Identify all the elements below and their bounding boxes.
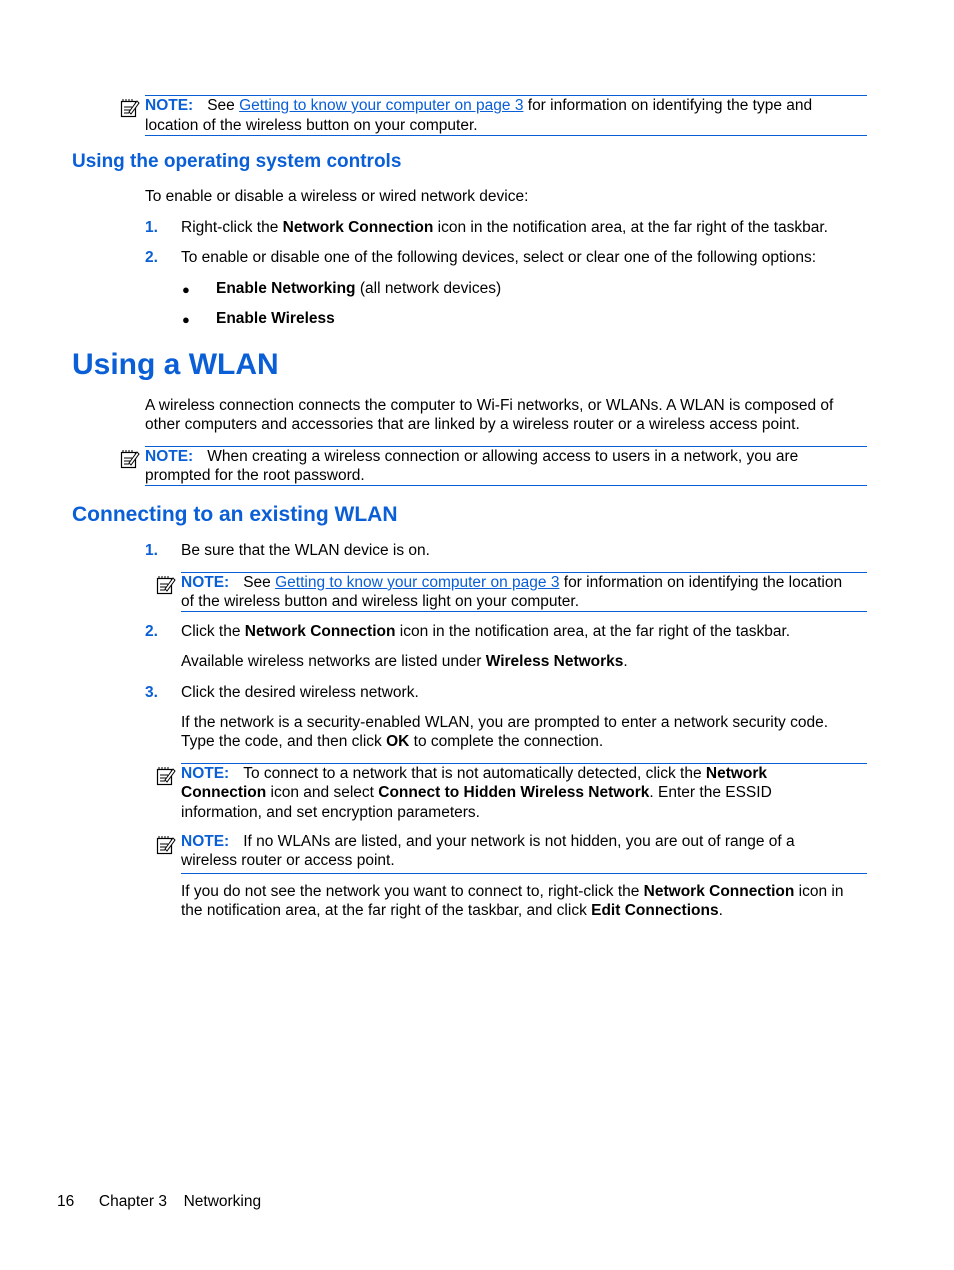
step-text: Right-click the Network Connection icon in the notification area, at the far right of the taskbar. xyxy=(181,219,828,236)
note-line: NOTE: If no WLANs are listed, and your network is not hidden, you are out of range of a xyxy=(181,833,795,850)
page-number: 16 xyxy=(57,1193,75,1210)
bullet: ● xyxy=(182,282,190,297)
step-number: 1. xyxy=(145,542,158,559)
step-text: Be sure that the WLAN device is on. xyxy=(181,542,430,559)
note-label: NOTE: xyxy=(145,97,194,114)
note-line: Connection icon and select Connect to Hidden Wireless Network. Enter the ESSID xyxy=(181,784,772,801)
chapter-heading: Using a WLAN xyxy=(72,348,279,381)
note-box xyxy=(181,763,867,824)
cross-reference-link[interactable]: Getting to know your computer on page 3 xyxy=(275,574,560,591)
list-item: Enable Wireless xyxy=(216,310,335,327)
note-line: of the wireless button and wireless light on your computer. xyxy=(181,593,580,610)
note-line: NOTE: When creating a wireless connection or allowing access to users in a network, you are xyxy=(145,448,799,465)
note-icon xyxy=(156,766,176,786)
note-icon xyxy=(156,575,176,595)
step-number: 3. xyxy=(145,684,158,701)
note-box xyxy=(145,446,867,486)
section-heading: Using the operating system controls xyxy=(72,151,402,172)
note-box xyxy=(181,572,867,612)
paragraph-line: If you do not see the network you want to connect to, right-click the Network Connection icon in xyxy=(181,883,844,900)
note-label: NOTE: xyxy=(181,574,230,591)
footer-chapter: Chapter 3 xyxy=(98,1193,167,1210)
step-number: 2. xyxy=(145,249,158,266)
paragraph-line: other computers and accessories that are linked by a wireless router or a wireless access point. xyxy=(145,416,800,433)
note-line: prompted for the root password. xyxy=(145,467,365,484)
bullet: ● xyxy=(182,312,190,327)
note-line: NOTE: See Getting to know your computer on page 3 for information on identifying the type and xyxy=(145,97,813,114)
note-icon xyxy=(156,835,176,855)
step-text: To enable or disable one of the following devices, select or clear one of the following options: xyxy=(181,249,817,266)
step-text: Click the Network Connection icon in the notification area, at the far right of the taskbar. xyxy=(181,623,791,640)
note-line: wireless router or access point. xyxy=(181,852,395,869)
note-icon xyxy=(120,449,140,469)
note-label: NOTE: xyxy=(181,765,230,782)
note-line: information, and set encryption parameters. xyxy=(181,804,480,821)
paragraph: To enable or disable a wireless or wired network device: xyxy=(145,188,529,205)
paragraph-line: A wireless connection connects the computer to Wi-Fi networks, or WLANs. A WLAN is composed of xyxy=(145,397,834,414)
step-detail: Available wireless networks are listed under Wireless Networks. xyxy=(181,653,628,670)
note-box xyxy=(181,832,867,874)
note-line: NOTE: See Getting to know your computer on page 3 for information on identifying the location xyxy=(181,574,843,591)
step-detail: If the network is a security-enabled WLAN, you are prompted to enter a network security code. xyxy=(181,714,829,731)
step-number: 1. xyxy=(145,219,158,236)
cross-reference-link[interactable]: Getting to know your computer on page 3 xyxy=(239,97,524,114)
footer-chapter-title: Networking xyxy=(183,1193,262,1210)
note-label: NOTE: xyxy=(181,833,230,850)
page-footer xyxy=(57,1192,261,1211)
step-detail: Type the code, and then click OK to complete the connection. xyxy=(181,733,604,750)
section-heading: Connecting to an existing WLAN xyxy=(72,503,398,526)
step-text: Click the desired wireless network. xyxy=(181,684,419,701)
step-number: 2. xyxy=(145,623,158,640)
paragraph-line: the notification area, at the far right of the taskbar, and click Edit Connections. xyxy=(181,902,723,919)
note-box xyxy=(145,95,867,136)
note-line: location of the wireless button on your computer. xyxy=(145,117,478,134)
note-label: NOTE: xyxy=(145,448,194,465)
note-line: NOTE: To connect to a network that is not automatically detected, click the Network xyxy=(181,765,768,782)
list-item: Enable Networking (all network devices) xyxy=(216,280,502,297)
note-icon xyxy=(120,98,140,118)
